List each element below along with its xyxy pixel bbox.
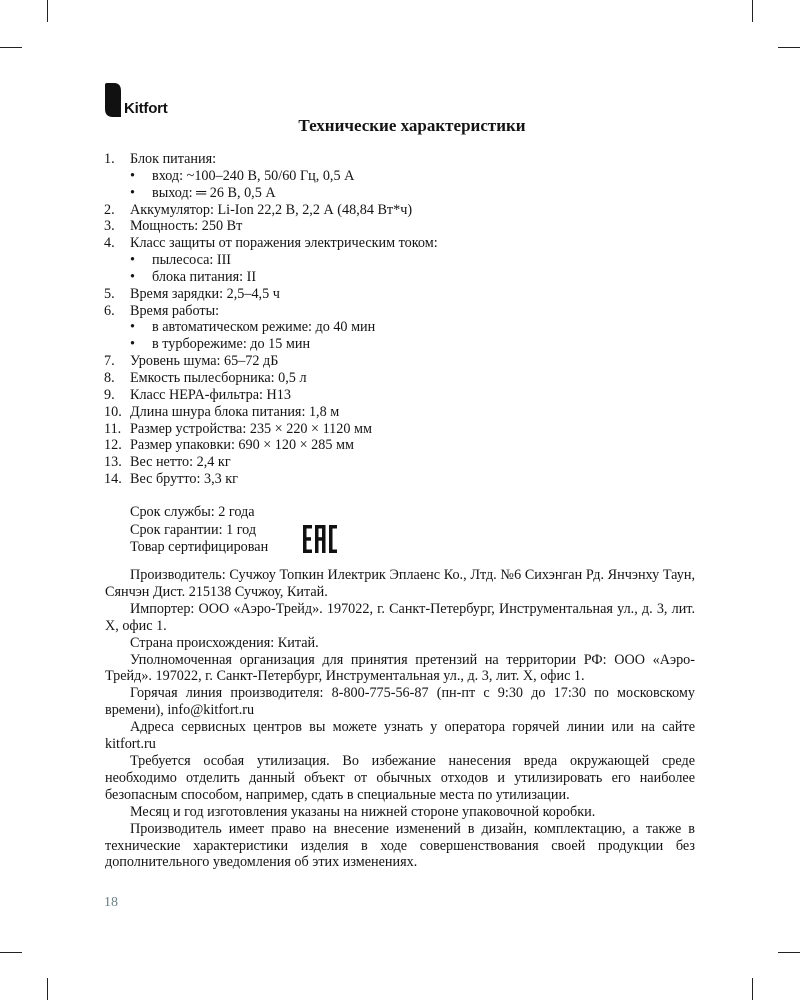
spec-item <box>104 202 704 219</box>
spec-subitem-text: в турборежиме: до 15 мин <box>152 336 311 353</box>
spec-number: 8. <box>104 369 115 386</box>
spec-text: Время зарядки: 2,5–4,5 ч <box>130 285 280 302</box>
spec-text: Мощность: 250 Вт <box>130 218 243 235</box>
spec-text: Размер устройства: 235 × 220 × 1120 мм <box>130 420 372 437</box>
brand-logo <box>104 82 168 118</box>
spec-item <box>104 471 704 488</box>
spec-item <box>104 303 704 320</box>
spec-item <box>104 370 704 387</box>
brand-name: Kitfort <box>124 100 168 117</box>
spec-text: Блок питания: <box>130 151 217 167</box>
spec-number: 11. <box>104 420 122 437</box>
spec-text: Класс защиты от поражения электрическим током: <box>130 235 438 252</box>
spec-item <box>104 437 704 454</box>
spec-item <box>104 404 704 421</box>
service-info <box>130 504 268 557</box>
spec-number: 4. <box>104 235 115 252</box>
spec-subitem-text: в автоматическом режиме: до 40 мин <box>152 319 376 336</box>
spec-text: Аккумулятор: Li-Ion 22,2 В, 2,2 А (48,84 Вт*ч) <box>130 201 413 218</box>
info-paragraph: Месяц и год изготовления указаны на нижней стороне упаковочной коробки. <box>130 803 596 820</box>
service-life: Срок службы: 2 года <box>130 504 255 520</box>
info-paragraph: Уполномоченная организация для принятия претензий на территории РФ: ООО «Аэро-Трейд». 197022, г. Санкт-Петербург, Инструментальная ул., д. 3, лит. Х, офис 1. <box>105 651 695 685</box>
spec-item <box>104 353 704 370</box>
info-paragraph: Страна происхождения: Китай. <box>130 634 319 651</box>
bullet-icon: • <box>130 268 135 285</box>
info-paragraph: Импортер: ООО «Аэро-Трейд». 197022, г. Санкт-Петербург, Инструментальная ул., д. 3, лит. Х, офис 1. <box>105 600 695 634</box>
crop-mark <box>0 952 22 953</box>
spec-text: Вес нетто: 2,4 кг <box>130 454 231 471</box>
page-number: 18 <box>104 895 118 910</box>
spec-number: 2. <box>104 201 115 218</box>
page-title: Технические характеристики <box>298 116 526 135</box>
spec-text: Класс HEPA-фильтра: H13 <box>130 386 291 403</box>
info-paragraph: Производитель имеет право на внесение изменений в дизайн, комплектацию, а также в технические характеристики изделия в ходе совершенствования своей продукции без дополнительного уведомления об этих изменениях. <box>105 820 695 871</box>
spec-number: 1. <box>104 151 115 167</box>
bullet-icon: • <box>130 336 135 353</box>
crop-mark <box>0 47 22 48</box>
spec-item <box>104 387 704 404</box>
kitfort-logo-icon <box>104 82 122 118</box>
spec-item <box>104 218 704 235</box>
bullet-icon: • <box>130 184 135 201</box>
spec-number: 12. <box>104 437 122 454</box>
spec-subitem-text: выход: ═ 26 В, 0,5 А <box>152 184 276 201</box>
warranty-period: Срок гарантии: 1 год <box>130 521 257 538</box>
eac-mark-icon <box>302 524 338 559</box>
spec-subitem-text: блока питания: II <box>152 268 257 285</box>
spec-text: Длина шнура блока питания: 1,8 м <box>130 403 340 420</box>
spec-item <box>104 421 704 438</box>
spec-subitem <box>104 269 704 286</box>
spec-text: Емкость пылесборника: 0,5 л <box>130 369 307 386</box>
crop-mark <box>752 978 753 1000</box>
spec-number: 13. <box>104 454 122 471</box>
info-paragraph: Адреса сервисных центров вы можете узнать у оператора горячей линии или на сайте kitfort.ru <box>105 719 695 753</box>
crop-mark <box>778 952 800 953</box>
spec-text: Размер упаковки: 690 × 120 × 285 мм <box>130 437 354 454</box>
spec-subitem-text: вход: ~100–240 В, 50/60 Гц, 0,5 А <box>152 167 355 184</box>
crop-mark <box>752 0 753 22</box>
spec-number: 9. <box>104 386 115 403</box>
crop-mark <box>778 47 800 48</box>
spec-subitem-text: пылесоса: III <box>152 252 232 269</box>
crop-mark <box>47 0 48 22</box>
spec-number: 5. <box>104 285 115 302</box>
crop-mark <box>47 978 48 1000</box>
spec-subitem <box>104 168 704 185</box>
legal-info <box>105 567 695 871</box>
spec-item <box>104 235 704 252</box>
info-paragraph: Требуется особая утилизация. Во избежание нанесения вреда окружающей среде необходимо отделить данный объект от обычных отходов и утилизировать его наиболее безопасным способом, например, сдать в специальные места по утилизации. <box>105 752 695 803</box>
spec-number: 6. <box>104 302 115 319</box>
spec-text: Время работы: <box>130 302 220 319</box>
spec-item <box>104 151 704 168</box>
spec-subitem <box>104 336 704 353</box>
spec-list <box>104 151 704 488</box>
spec-subitem <box>104 185 704 202</box>
spec-text: Уровень шума: 65–72 дБ <box>130 353 279 370</box>
info-paragraph: Горячая линия производителя: 8-800-775-56-87 (пн-пт с 9:30 до 17:30 по московскому времени), info@kitfort.ru <box>105 685 695 719</box>
bullet-icon: • <box>130 167 135 184</box>
spec-number: 3. <box>104 218 115 235</box>
spec-number: 10. <box>104 403 122 420</box>
bullet-icon: • <box>130 252 135 269</box>
spec-item <box>104 454 704 471</box>
info-paragraph: Производитель: Сучжоу Топкин Илектрик Эплаенс Ко., Лтд. №6 Сихэнган Рд. Янчэнху Таун, Сянчэн Дист. 215138 Сучжоу, Китай. <box>105 567 695 600</box>
certification-note: Товар сертифицирован <box>130 539 269 555</box>
spec-text: Вес брутто: 3,3 кг <box>130 471 238 488</box>
spec-subitem <box>104 252 704 269</box>
bullet-icon: • <box>130 319 135 336</box>
spec-item <box>104 286 704 303</box>
spec-subitem <box>104 319 704 336</box>
spec-number: 14. <box>104 471 122 488</box>
spec-number: 7. <box>104 353 115 370</box>
